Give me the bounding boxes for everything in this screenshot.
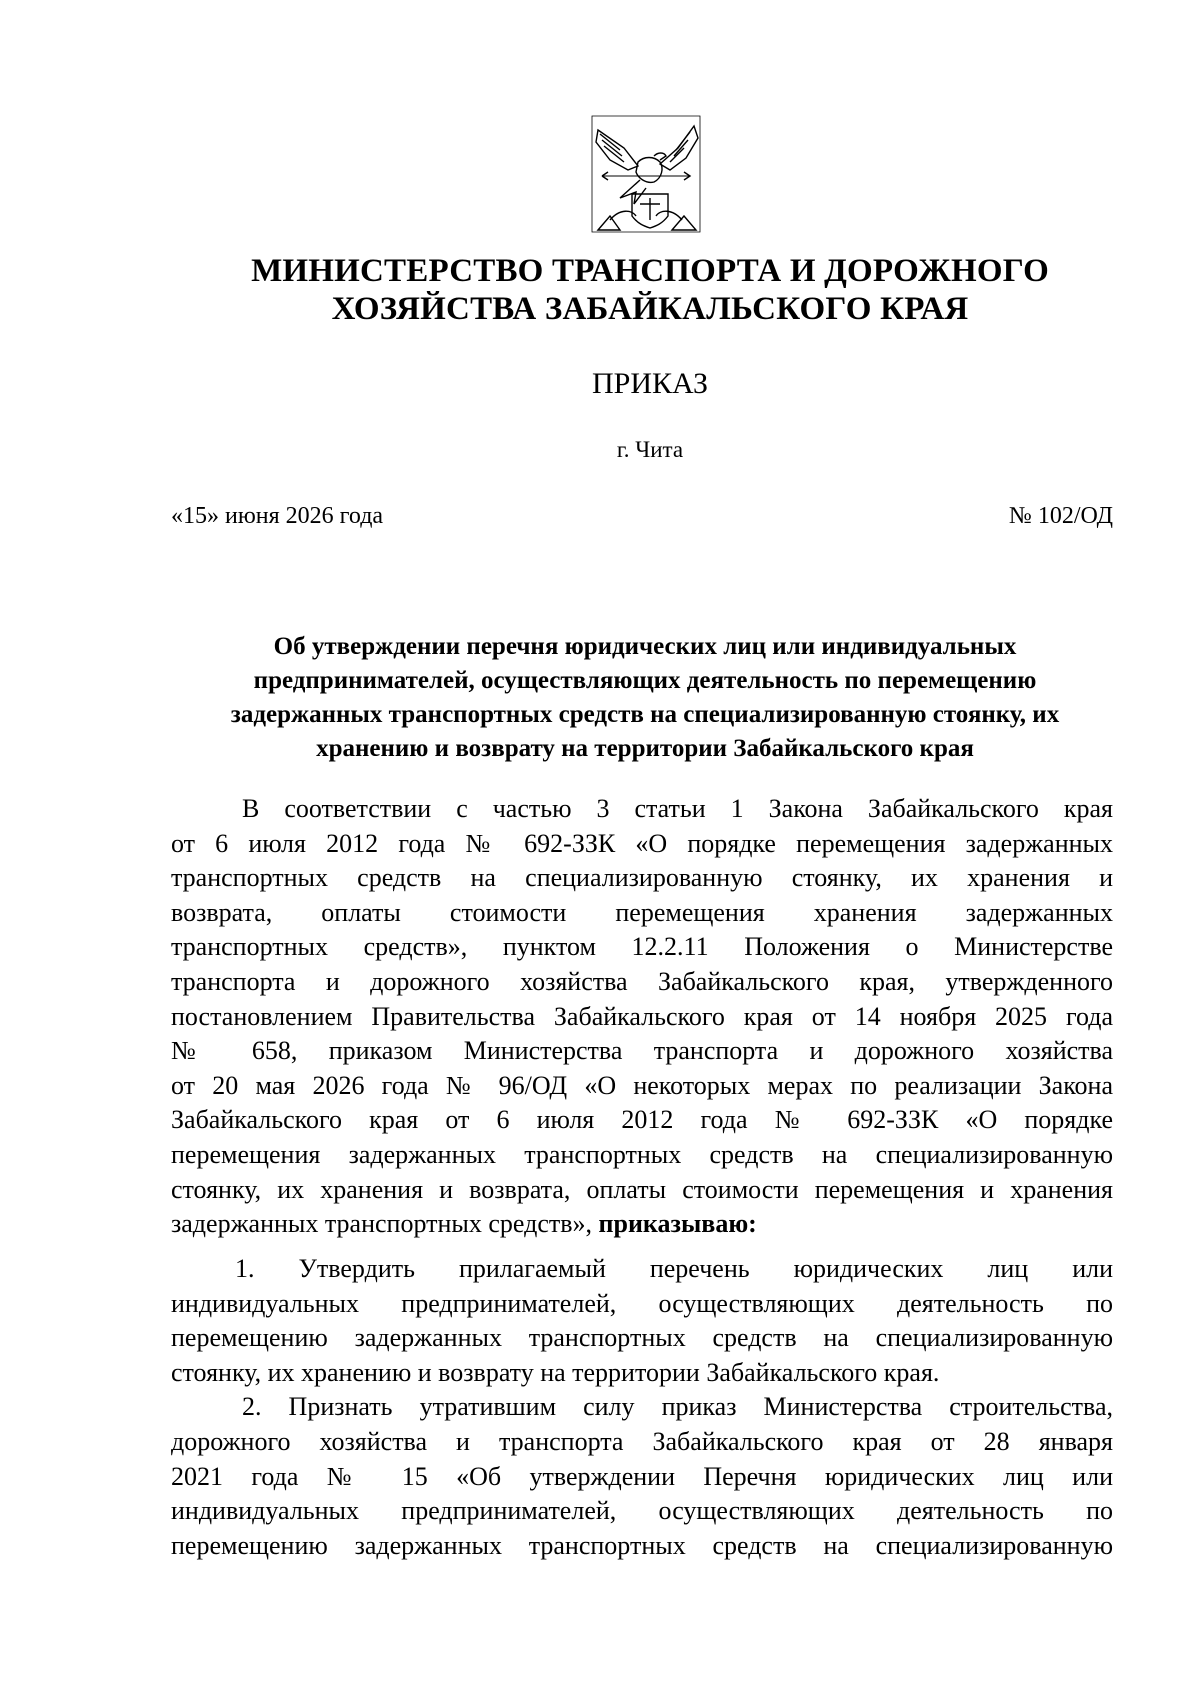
preamble-line: от 6 июля 2012 года № 692-ЗЗК «О порядке перемещения задержанных <box>171 828 1113 858</box>
order-item-line: индивидуальных предпринимателей, осуществляющих деятельность по <box>171 1496 1113 1526</box>
order-number: № 102/ОД <box>1008 503 1113 529</box>
preamble-line: В соответствии с частью 3 статьи 1 Закона Забайкальского края <box>242 794 1113 823</box>
ministry-name <box>100 252 1200 328</box>
preamble-line: постановлением Правительства Забайкальского края от 14 ноября 2025 года <box>171 1001 1113 1031</box>
preamble-line: транспортных средств на специализированную стоянку, их хранения и <box>171 863 1113 893</box>
order-item-line: дорожного хозяйства и транспорта Забайкальского края от 28 января <box>171 1426 1113 1456</box>
preamble-line: стоянку, их хранения и возврата, оплаты стоимости перемещения и хранения <box>171 1174 1113 1204</box>
preamble-line: Забайкальского края от 6 июля 2012 года № 692-ЗЗК «О порядке <box>171 1105 1113 1135</box>
decree-word: приказываю: <box>598 1209 757 1239</box>
order-item-2 <box>171 1390 1113 1563</box>
order-title-line: задержанных транспортных средств на специализированную стоянку, их <box>230 701 1060 728</box>
order-item-line: 2021 года № 15 «Об утверждении Перечня юридических лиц или <box>171 1461 1113 1491</box>
order-item-line: перемещению задержанных транспортных средств на специализированную <box>171 1530 1113 1560</box>
order-item-1 <box>171 1252 1113 1390</box>
order-items <box>171 1252 1113 1563</box>
preamble-line: № 658, приказом Министерства транспорта и дорожного хозяйства <box>171 1036 1113 1066</box>
order-title-line: хранению и возврату на территории Забайкальского края <box>316 735 974 762</box>
ministry-name-line1: МИНИСТЕРСТВО ТРАНСПОРТА И ДОРОЖНОГО <box>251 253 1049 289</box>
preamble-final-line <box>171 1207 1113 1242</box>
ministry-name-line2: ХОЗЯЙСТВА ЗАБАЙКАЛЬСКОГО КРАЯ <box>331 291 969 327</box>
order-item-line: 1. Утвердить прилагаемый перечень юридических лиц или <box>235 1254 1113 1283</box>
preamble-line: от 20 мая 2026 года № 96/ОД «О некоторых мерах по реализации Закона <box>171 1070 1113 1100</box>
order-title <box>150 630 1140 766</box>
order-item-line: 2. Признать утратившим силу приказ Министерства строительства, <box>242 1392 1113 1422</box>
coat-of-arms-emblem <box>580 112 712 244</box>
order-item-line: стоянку, их хранению и возврату на территории Забайкальского края. <box>171 1357 940 1387</box>
city: г. Чита <box>616 437 684 462</box>
order-item-line: индивидуальных предпринимателей, осуществляющих деятельность по <box>171 1288 1113 1318</box>
order-title-line: предпринимателей, осуществляющих деятельность по перемещению <box>253 667 1037 694</box>
preamble-line-text: задержанных транспортных средств», <box>171 1209 593 1239</box>
document-type: ПРИКАЗ <box>592 367 708 400</box>
preamble-line: перемещения задержанных транспортных средств на специализированную <box>171 1139 1113 1169</box>
order-title-line: Об утверждении перечня юридических лиц или индивидуальных <box>273 633 1017 660</box>
order-item-line: перемещению задержанных транспортных средств на специализированную <box>171 1323 1113 1353</box>
preamble-line: возврата, оплаты стоимости перемещения хранения задержанных <box>171 897 1113 927</box>
preamble-line: транспорта и дорожного хозяйства Забайкальского края, утвержденного <box>171 966 1113 996</box>
order-date: «15» июня 2026 года <box>171 503 384 529</box>
preamble-paragraph <box>171 792 1113 1242</box>
preamble-line: транспортных средств», пунктом 12.2.11 Положения о Министерстве <box>171 932 1113 962</box>
